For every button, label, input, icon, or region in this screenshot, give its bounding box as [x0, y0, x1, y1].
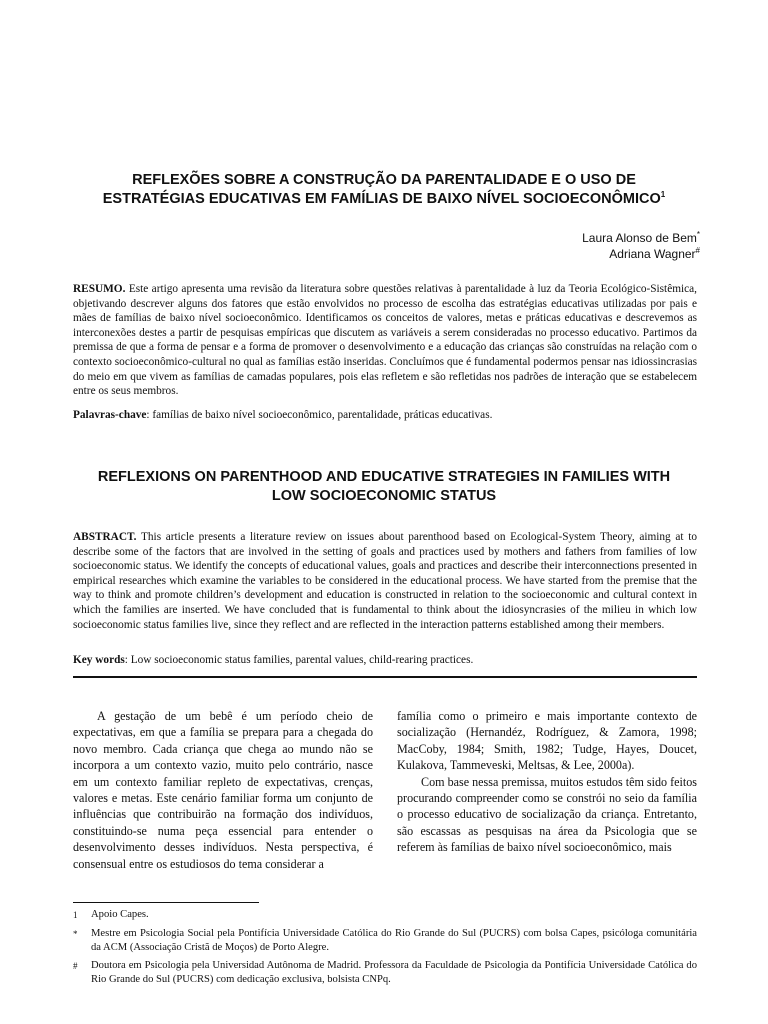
footnote-rule	[73, 902, 259, 903]
palavras-chave-label: Palavras-chave	[73, 409, 147, 421]
portuguese-title-line-1: REFLEXÕES SOBRE A CONSTRUÇÃO DA PARENTALIDADE E O USO DE	[132, 172, 636, 188]
title-footnote-mark: 1	[660, 190, 666, 200]
portuguese-title	[60, 171, 708, 209]
footnote-mark: #	[73, 961, 78, 971]
english-title	[60, 468, 708, 506]
resumo-label: RESUMO.	[73, 283, 126, 295]
body-paragraph: A gestação de um bebê é um período cheio de expectativas, em que a família se prepara para a chegada do novo membro. Cada criança que chega ao mundo não se incorpora a um contexto vazio, muito pelo contrário, nasce em um contexto familiar repleto de expectativas, crenças, valores e metas. Este cenário familiar forma um conjunto de influências que contribuirão na formação dos indivíduos, constituindo-se numa peça essencial para entender o desenvolvimento desses indivíduos. Nesta perspectiva, é consensual entre os estudiosos do tema considerar a	[73, 709, 373, 871]
abstract-label: ABSTRACT.	[73, 531, 137, 543]
english-title-line-1: REFLEXIONS ON PARENTHOOD AND EDUCATIVE STRATEGIES IN FAMILIES WITH	[97, 469, 671, 485]
palavras-chave	[73, 408, 697, 423]
body-paragraph: família como o primeiro e mais importante contexto de socialização (Hernandéz, Rodríguez, & Zamora, 1998; MacCoby, 1984; Smith, 1982; Tudge, Hayes, Doucet, Kulakova, Tammeveski, Meltsas, & Lee, 2000a).	[397, 709, 697, 773]
resumo-text: Este artigo apresenta uma revisão da literatura sobre questões relativas à parentalidade à luz da Teoria Ecológico-Sistêmica, objetivando descrever alguns dos fatores que estão envolvidos no processo de escolha das estratégias educativas utilizadas por pais e mães de famílias de baixo nível socioeconômico. Identificamos os conceitos de valores, metas e práticas educativas e descrevemos as interconexões destes a partir de pesquisas empíricas que discutem as variáveis a serem consideradas no processo educativo. Partimos da premissa de que a forma de pensar e a forma de promover o desenvolvimento e a educação das crianças são construídas na relação com o contexto socioeconômico-cultural no qual as famílias estão inseridas. Concluímos que é fundamental podermos pensar nas idiossincrasias do meio em que vivem as famílias de camadas populares, pois elas refletem e são refletidas nos padrões de interação que se estabelecem entre os seus membros.	[73, 283, 697, 398]
body-right-column	[397, 708, 697, 856]
keywords-label: Key words	[73, 654, 125, 666]
footnote-1	[73, 908, 697, 922]
keywords-text: : Low socioeconomic status families, parental values, child-rearing practices.	[124, 654, 474, 666]
footnote-2	[73, 927, 697, 955]
section-divider	[73, 676, 697, 678]
author-1: Laura Alonso de Bem*	[582, 230, 700, 245]
portuguese-title-line-2: ESTRATÉGIAS EDUCATIVAS EM FAMÍLIAS DE BAIXO NÍVEL SOCIOECONÔMICO$^1$	[102, 190, 666, 207]
footnote-text: Doutora em Psicologia pela Universidad Autônoma de Madrid. Professora da Faculdade de Psicologia da Pontifícia Universidade Católica do Rio Grande do Sul (PUCRS) com dedicação exclusiva, bolsista CNPq.	[91, 960, 697, 985]
footnote-3	[73, 959, 697, 987]
footnote-text: Apoio Capes.	[91, 909, 149, 920]
palavras-chave-text: : famílias de baixo nível socioeconômico, parentalidade, práticas educativas.	[146, 409, 493, 421]
author-2: Adriana Wagner#	[609, 246, 700, 261]
resumo	[73, 282, 697, 399]
abstract-text: This article presents a literature review on issues about parenthood based on Ecological-System Theory, aiming at to describe some of the factors that are involved in the setting of goals and practices used by mothers and fathers from families of low socioeconomic status. We identify the concepts of educational values, goals and practices and describe their interconnections presented in empirical researches which examine the variables to be considered in the educational process. We have started from the premise that the way to think and promote children’s development and education is constructed in relation to the socioeconomic and cultural context in which the families are inserted. We have concluded that is fundamental to think about the idiosyncrasies of the milieu in which low socioeconomic status families live, since they reflect and are reflected in the interaction patterns established among their members.	[73, 531, 697, 631]
english-title-line-2: LOW SOCIOECONOMIC STATUS	[271, 488, 497, 504]
body-paragraph: Com base nessa premissa, muitos estudos têm sido feitos procurando compreender como se constrói no seio da família o processo educativo de socialização da criança. Entretanto, são escassas as pesquisas na área da Psicologia que se referem às famílias de baixo nível socioeconômico, mais	[397, 774, 697, 855]
abstract	[73, 530, 697, 632]
keywords	[73, 653, 697, 668]
author-list	[582, 230, 700, 262]
footnote-text: Mestre em Psicologia Social pela Pontifícia Universidade Católica do Rio Grande do Sul (PUCRS) com bolsa Capes, psicóloga comunitária da ACM (Associação Cristã de Moços) de Porto Alegre.	[91, 928, 697, 953]
footnote-mark: 1	[73, 910, 78, 920]
body-left-column	[73, 708, 373, 872]
footnote-mark: *	[73, 929, 78, 939]
